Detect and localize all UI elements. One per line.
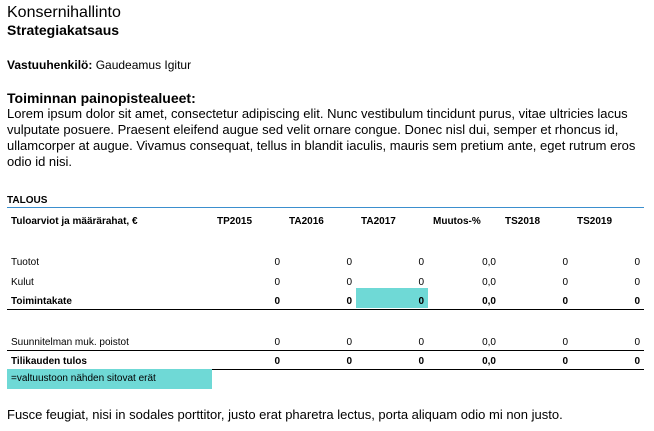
responsible-label: Vastuuhenkilö:: [7, 58, 93, 72]
focus-text: Lorem ipsum dolor sit amet, consectetur adipiscing elit. Nunc vestibulum tincidunt purus, vitae ultricies lacus vulputate posuere. Praesent eleifend augue sed velit ornare congue. Donec nisl dui, semper et rhoncus id, ullamcorper at augue. Vivamus consequat, tellus in blandit iaculis, mauris sem pretium ante, eget rutrum eros odio id nisi.: [7, 106, 636, 169]
table-cell: 0: [562, 277, 568, 288]
row-label: Tilikauden tulos: [11, 356, 87, 367]
table-cell: 0,0: [482, 337, 496, 348]
row-label: Suunnitelman muk. poistot: [11, 337, 129, 348]
table-cell: 0: [274, 277, 280, 288]
table-cell: 0: [634, 257, 640, 268]
section-rule: [7, 207, 644, 208]
table-cell: 0,0: [482, 257, 496, 268]
column-header: TS2019: [577, 216, 613, 227]
table-cell: 0,0: [482, 296, 496, 307]
column-header: TS2018: [505, 216, 541, 227]
page-title: Strategiakatsaus: [7, 22, 120, 38]
table-cell: 0: [562, 257, 568, 268]
responsible-person: [7, 58, 191, 72]
column-header: TA2016: [289, 216, 324, 227]
legend-binding-items: =valtuustoon nähden sitovat erät: [7, 369, 212, 389]
table-cell: 0: [562, 356, 568, 367]
table-cell: 0,0: [482, 277, 496, 288]
responsible-name: Gaudeamus Igitur: [95, 58, 192, 72]
row-label: Tuotot: [11, 257, 39, 268]
org-name: Konsernihallinto: [7, 4, 121, 21]
row-divider: [7, 350, 644, 351]
table-header-label: Tuloarviot ja määrärahat, €: [11, 216, 138, 227]
table-cell: 0: [634, 337, 640, 348]
row-label: Kulut: [11, 277, 34, 288]
table-cell: 0: [346, 257, 352, 268]
table-cell: 0: [274, 296, 280, 307]
table-cell: 0: [274, 257, 280, 268]
table-cell: 0: [634, 296, 640, 307]
table-cell: 0: [418, 337, 424, 348]
focus-heading: Toiminnan painopistealueet:: [7, 90, 196, 106]
section-title: TALOUS: [7, 195, 48, 206]
table-cell: 0: [418, 356, 424, 367]
footer-text: Fusce feugiat, nisi in sodales porttitor, justo erat pharetra lectus, porta aliquam odio mi non justo.: [7, 407, 563, 422]
table-cell: 0,0: [482, 356, 496, 367]
row-label: Toimintakate: [11, 296, 72, 307]
table-cell: 0: [346, 337, 352, 348]
table-cell: 0: [418, 277, 424, 288]
table-cell: 0: [346, 277, 352, 288]
column-header: TA2017: [361, 216, 396, 227]
table-cell: 0: [346, 296, 352, 307]
table-cell: 0: [346, 356, 352, 367]
table-cell: 0: [418, 257, 424, 268]
table-cell: 0: [634, 277, 640, 288]
table-cell: 0: [274, 356, 280, 367]
table-cell: 0: [418, 296, 424, 307]
column-header: TP2015: [217, 216, 253, 227]
column-header: Muutos-%: [433, 216, 481, 227]
table-cell: 0: [634, 356, 640, 367]
table-cell: 0: [562, 337, 568, 348]
table-cell: 0: [562, 296, 568, 307]
table-cell: 0: [274, 337, 280, 348]
row-divider: [7, 309, 644, 310]
